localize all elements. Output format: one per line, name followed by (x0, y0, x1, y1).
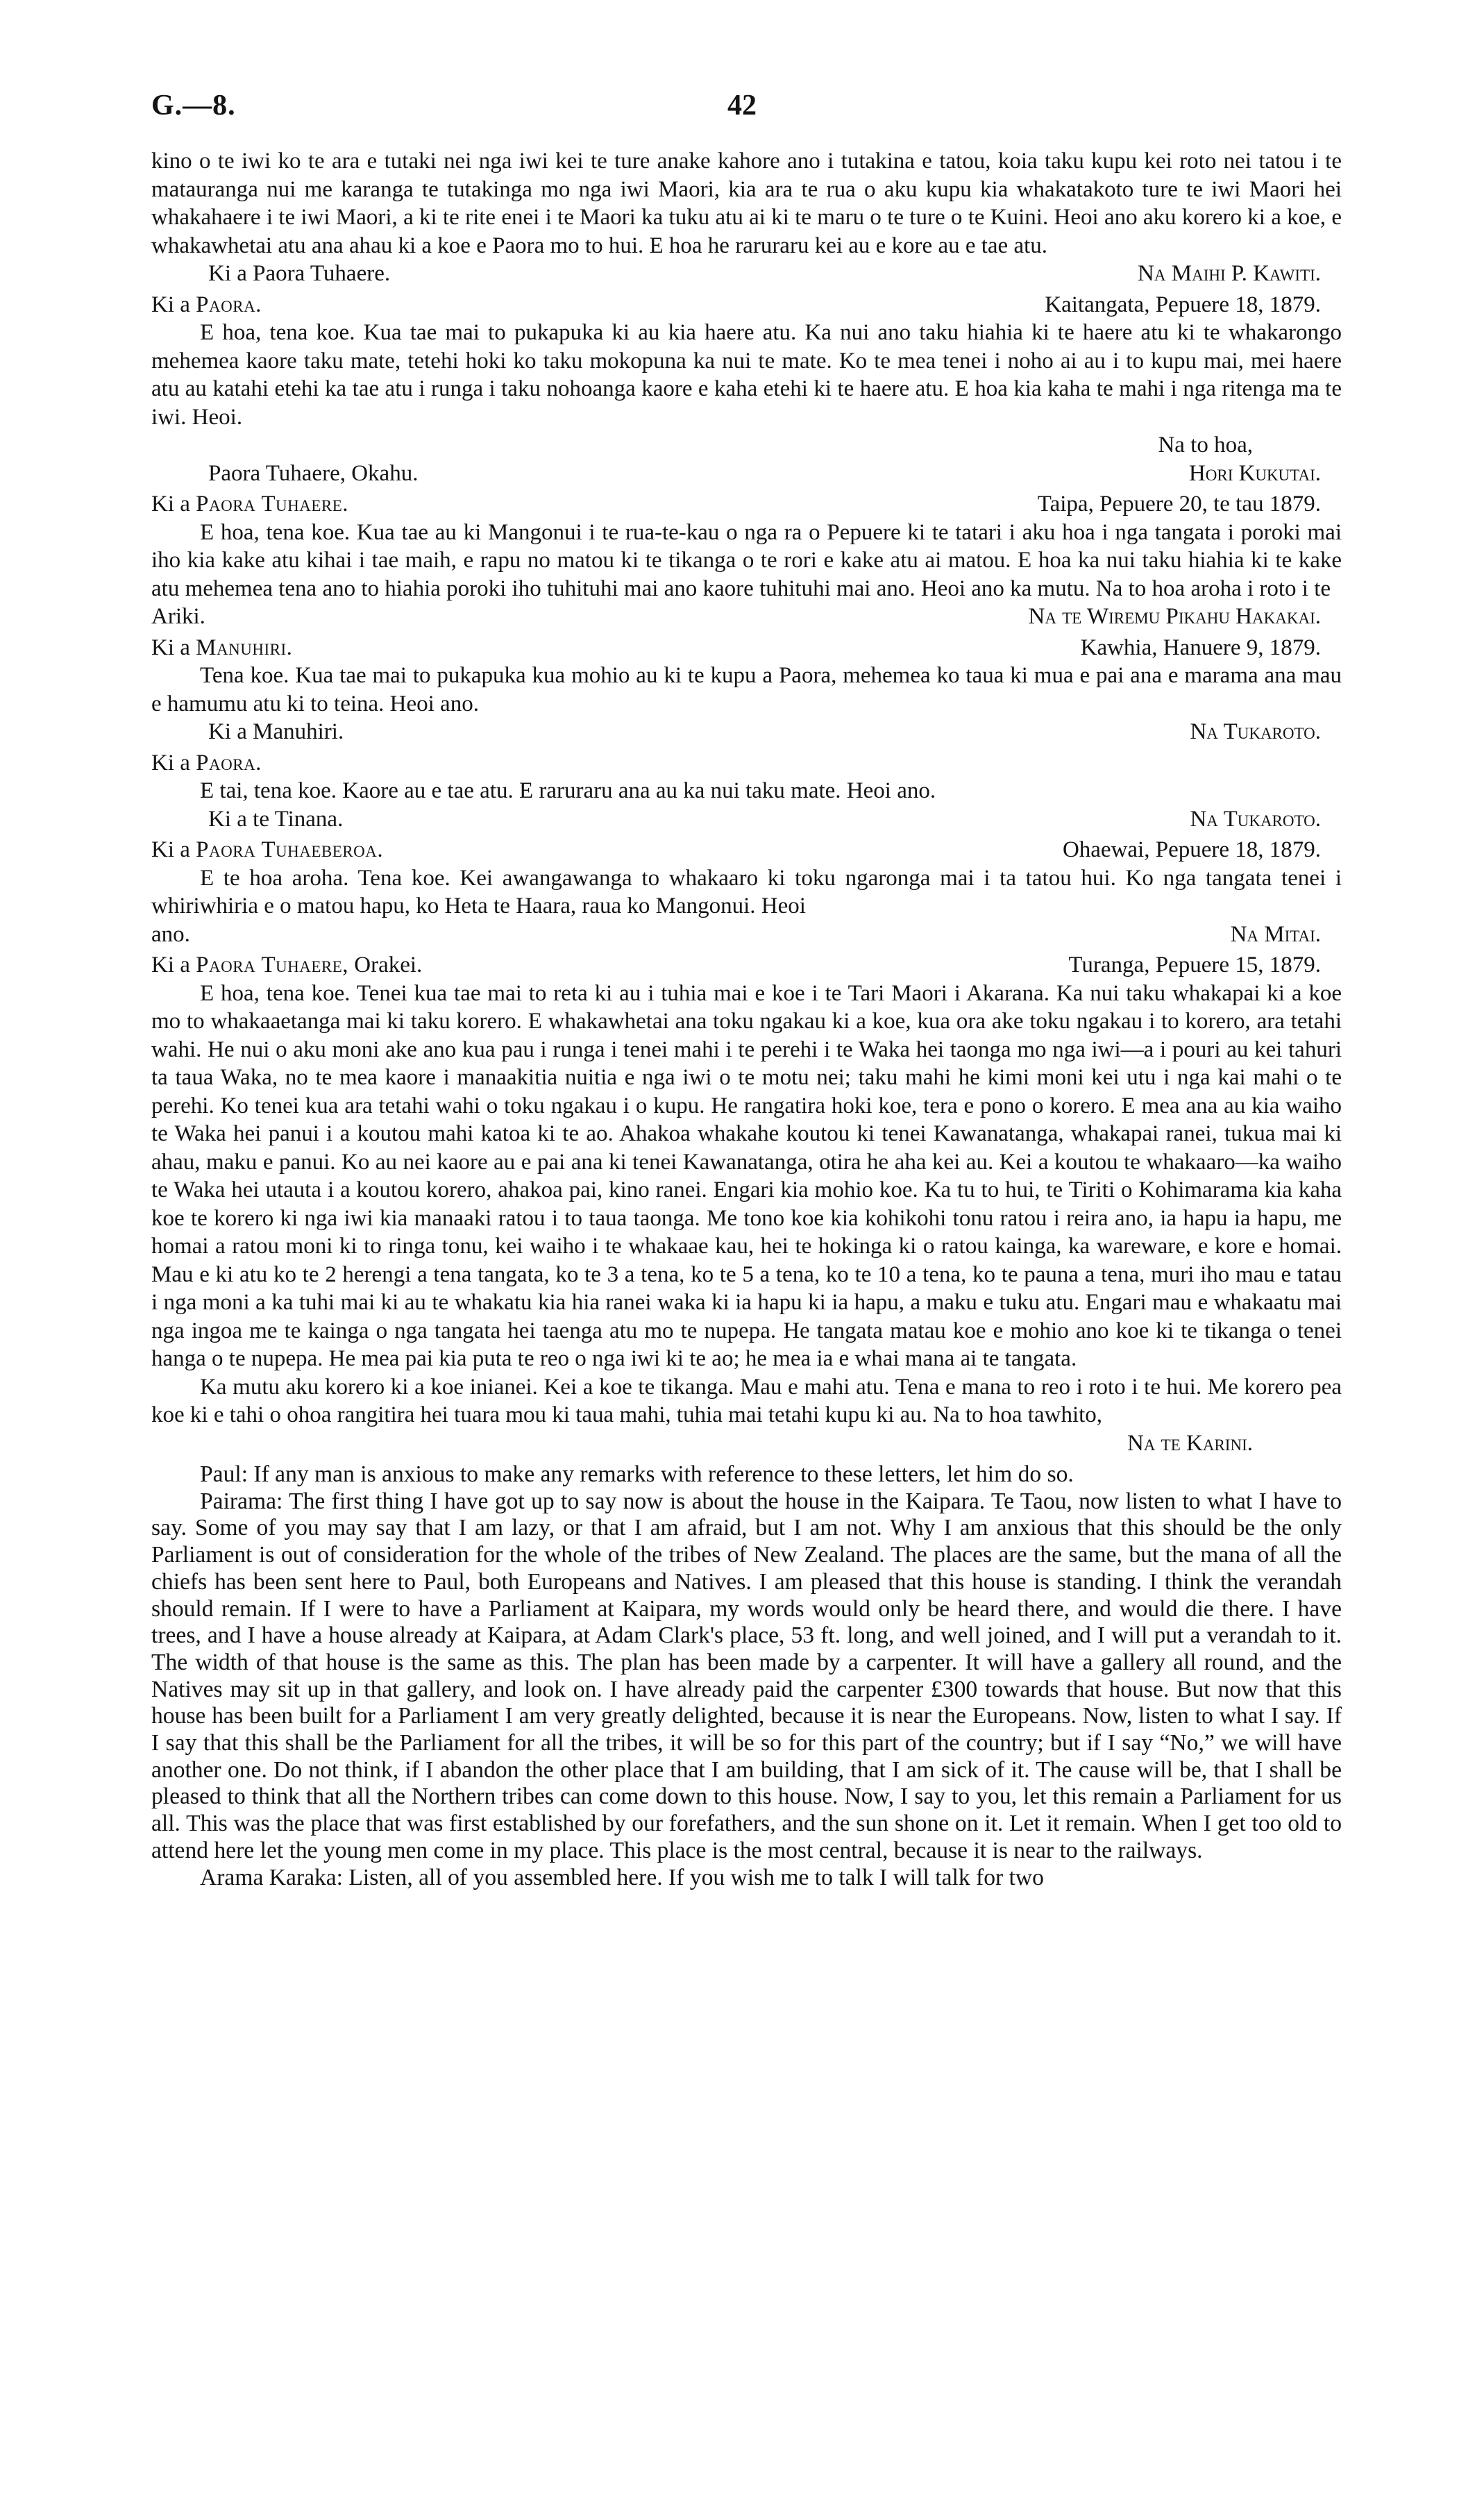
letter-3-last-line: Ariki. (151, 604, 205, 629)
letter-2-to-prefix: Ki a (151, 292, 190, 317)
opening-paragraph: kino o te iwi ko te ara e tutaki nei nga iwi kei te ture anake kahore ano i tutakina e tatou, koia taku kupu kei roto nei tatou i te matauranga nui me karanga te tutakinga mo nga iwi Maori, kia ara te rua o aku kupu kia whakatakoto ture te iwi Maori hei whakahaere i te iwi Maori, a ki te rite enei i te Maori ka tuku atu ai ki te maru o te ture o te Kuini. Heoi ano aku korero ki a koe, e whakawhetai atu ana ahau ki a koe e Paora mo to hui. E hoa he raruraru kei au e kore au e tae atu. (151, 149, 1342, 258)
letter-6-heading (151, 836, 1342, 864)
letter-6-addressee: Paora Tuhaeberoa. (196, 837, 384, 862)
letter-2-address: Paora Tuhaere, Okahu. (208, 460, 419, 486)
pairama-speech: Pairama: The first thing I have got up to say now is about the house in the Kaipara. Te Taou, now listen to what I have to say. Some of you may say that I am lazy, or that I am afraid, but I am not. Why I am anxious that this should be the only Parliament is out of consideration for the whole of the tribes of New Zealand. The places are the same, but the mana of all the chiefs has been sent here to Paul, both Europeans and Natives. I am pleased that this house is standing. I think the verandah should remain. If I were to have a Parliament at Kaipara, my words would only be heard there, and would die there. I have trees, and I have a house already at Kaipara, at Adam Clark's place, 53 ft. long, and well joined, and I will put a verandah to it. The width of that house is the same as this. The plan has been made by a carpenter. It will have a gallery all round, and the Natives may sit up in that gallery, and look on. I have already paid the carpenter £300 towards that house. But now that this house has been built for a Parliament I am very greatly delighted, because it is near the Europeans. Now, listen to what I say. If I say that this shall be the Parliament for all the tribes, it will be so for this part of the country; but if I say “No,” we will have another one. Do not think, if I abandon the other place that I am building, that I am sick of it. The cause will be, that I shall be pleased to think that all the Northern tribes can come down to this house. Now, I say to you, let this remain a Parliament for us all. This was the place that was first established by our forefathers, and the sun shone on it. Let it remain. When I get too old to attend here let the young men come in my place. This place is the most central, because it is near to the railways. (151, 1488, 1342, 1863)
letter-4-address: Ki a Manuhiri. (208, 719, 344, 744)
letter-3-footer (151, 603, 1342, 631)
letter-7-heading (151, 951, 1342, 980)
letter-5-signature: Na Tukaroto. (1190, 806, 1321, 832)
letter-1-address: Ki a Paora Tuhaere. (208, 261, 391, 286)
letter-5-to-prefix: Ki a (151, 750, 190, 775)
letter-3-heading (151, 490, 1342, 519)
letter-2-footer (151, 460, 1342, 488)
letter-2-place-date: Kaitangata, Pepuere 18, 1879. (1045, 292, 1321, 317)
english-proceedings-section (151, 1461, 1342, 1891)
letter-7-signature: Na te Karini. (1127, 1430, 1253, 1456)
letter-6-signature: Na Mitai. (1230, 921, 1321, 947)
letter-7-place-date: Turanga, Pepuere 15, 1879. (1068, 953, 1321, 977)
letter-2-signature: Hori Kukutai. (1188, 460, 1321, 486)
letter-7-addressee-place: Orakei. (354, 953, 423, 977)
document-reference: G.—8. (151, 90, 236, 121)
letter-1-footer (151, 260, 1342, 288)
letter-6-body: E te hoa aroha. Tena koe. Kei awangawanga to whakaaro ki toku ngaronga mai i ta tatou hui. Ko nga tangata tenei i whiriwhiria e o matou hapu, ko Heta te Haara, raua ko Mangonui. Heoi (151, 865, 1342, 918)
letter-5-addressee: Paora. (196, 750, 262, 775)
letter-4-signature: Na Tukaroto. (1190, 719, 1321, 744)
letter-5-heading (151, 749, 1342, 778)
letter-2-heading (151, 291, 1342, 319)
letter-2-closing: Na to hoa, (1158, 433, 1253, 458)
letter-7-body: E hoa, tena koe. Tenei kua tae mai to reta ki au i tuhia mai e koe i te Tari Maori i Akarana. Ka nui taku whakapai ki a koe mo to whakaaetanga mai ki taku korero. E whakawhetai ana toku ngakau ki a koe, kua ora ake toku ngakau i to korero, ara tetahi wahi. He nui o aku moni ake ano kua pau i runga i tenei mahi i te perehi i te Waka hei taonga mo nga iwi—a i pouri au kei tahuri ta taua Waka, no te mea kaore i manaakitia nuitia e nga iwi o te motu nei; taku mahi he kimi moni kei utu i nga kai mahi o te perehi. Ko tenei kua ara tetahi wahi o toku ngakau i o kupu. He rangatira hoki koe, tera e pono o korero. E mea ana au kia waiho te Waka hei panui i a koutou mahi katoa ki te ao. Ahakoa whakahe koutou ki tenei Kawanatanga, whakapai ranei, tukua mai ki ahau, maku e panui. Ko au nei kaore au e pai ana ki tenei Kawanatanga, otira he aha kei au. Kei a koutou te whakaaro—ka waiho te Waka hei utauta i a koutou korero, ahakoa pai, kino ranei. Engari kia mohio koe. Ka tu to hui, te Tiriti o Kohimarama kia kaha koe te korero ki nga iwi kia manaaki ratou i to taua taonga. Me tono koe kia kohikohi tonu ratou i reira ano, ia hapu ia hapu, me homai a ratou moni ki to ringa tonu, kei waiho i te whakaae kau, hei te hokinga ki o ratou kainga, ka wareware, e kore e homai. Mau e ki atu ko te 2 herengi a tena tangata, ko te 3 a tena, ko te 5 a tena, ko te 10 a tena, ko te pauna a tena, muri iho mau e tatau i nga moni a ka tuhi mai ki au te whakatu kia hia ranei waka ki ia hapu ki ia hapu, a maku e tuku atu. Engari mau e whakaatu mai nga ingoa me te kainga o nga tangata hei taenga atu mo te nupepa. He tangata matau koe e mohio ano koe ki te tikanga o tenei hanga o te nupepa. He mea pai kia puta te reo o nga iwi ki te ao; he mea ia e whai mana ai te tangata. (151, 980, 1342, 1371)
arama-karaka-speech: Arama Karaka: Listen, all of you assembled here. If you wish me to talk I will talk for two (200, 1864, 1044, 1890)
letter-4-footer (151, 718, 1342, 746)
letter-3-place-date: Taipa, Pepuere 20, te tau 1879. (1037, 492, 1321, 517)
letter-3-to-prefix: Ki a (151, 492, 190, 517)
letter-4-place-date: Kawhia, Hanuere 9, 1879. (1080, 635, 1321, 660)
letter-7-body-continued: Ka mutu aku korero ki a koe inianei. Kei a koe te tikanga. Mau e mahi atu. Tena e mana to reo i roto i te hui. Me korero pea koe ki e tahi o ohoa rangitira hei tuara mou ki taua mahi, tuhia mai tetahi kupu ki au. Na to hoa tawhito, (151, 1374, 1342, 1427)
letter-2-addressee: Paora. (196, 292, 262, 317)
letter-6-last-line: ano. (151, 921, 190, 947)
letter-5-address: Ki a te Tinana. (208, 806, 344, 832)
letter-3-signature: Na te Wiremu Pikahu Hakakai. (1028, 604, 1321, 629)
letter-4-body: Tena koe. Kua tae mai to pukapuka kua mohio au ki te kupu a Paora, mehemea ko taua ki mua e pai ana e marama ana mau e hamumu atu ki to teina. Heoi ano. (151, 663, 1342, 716)
letter-1-signature: Na Maihi P. Kawiti. (1138, 261, 1321, 286)
letter-4-to-prefix: Ki a (151, 635, 190, 660)
letter-6-place-date: Ohaewai, Pepuere 18, 1879. (1062, 837, 1321, 862)
paul-speech: Paul: If any man is anxious to make any remarks with reference to these letters, let him do so. (200, 1461, 1074, 1487)
letter-2-body: E hoa, tena koe. Kua tae mai to pukapuka ki au kia haere atu. Ka nui ano taku hiahia ki te haere atu ki te whakarongo mehemea kaore taku mate, tetehi hoki ko taku mokopuna ka nui te mate. Ko te mea tenei i noho ai au i to kupu mai, mei haere atu au katahi etehi ka tae atu i runga i taku nohoanga kaore e kaha etehi ki te haere atu. E hoa kia kaha te mahi i nga ritenga ma te iwi. Heoi. (151, 320, 1342, 430)
page-number: 42 (727, 90, 757, 121)
letter-6-to-prefix: Ki a (151, 837, 190, 862)
letter-4-addressee: Manuhiri. (196, 635, 293, 660)
letter-4-heading (151, 634, 1342, 662)
letter-5-footer (151, 805, 1342, 834)
maori-letters-section (151, 147, 1342, 1457)
letter-3-addressee: Paora Tuhaere. (196, 492, 349, 517)
letter-3-body: E hoa, tena koe. Kua tae au ki Mangonui i te rua-te-kau o nga ra o Pepuere ki te tatari i aku hoa i nga tangata i poroki mai iho kia kake atu kihai i tae maih, e rapu no matou ki te tikanga o te rori e kake atu ai matou. E hoa ka nui taku hiahia ki te kake atu mehemea tena ano to hiahia poroki iho tuhituhi mai ano kaore tuhituhi mai ano. Heoi ano ka mutu. Na to hoa aroha i roto i te (151, 519, 1342, 601)
page-body (151, 147, 1342, 1891)
letter-6-footer (151, 921, 1342, 949)
letter-5-body: E tai, tena koe. Kaore au e tae atu. E raruraru ana au ka nui taku mate. Heoi ano. (200, 778, 936, 803)
letter-7-addressee: Paora Tuhaere, (196, 953, 349, 977)
letter-7-to-prefix: Ki a (151, 953, 190, 977)
